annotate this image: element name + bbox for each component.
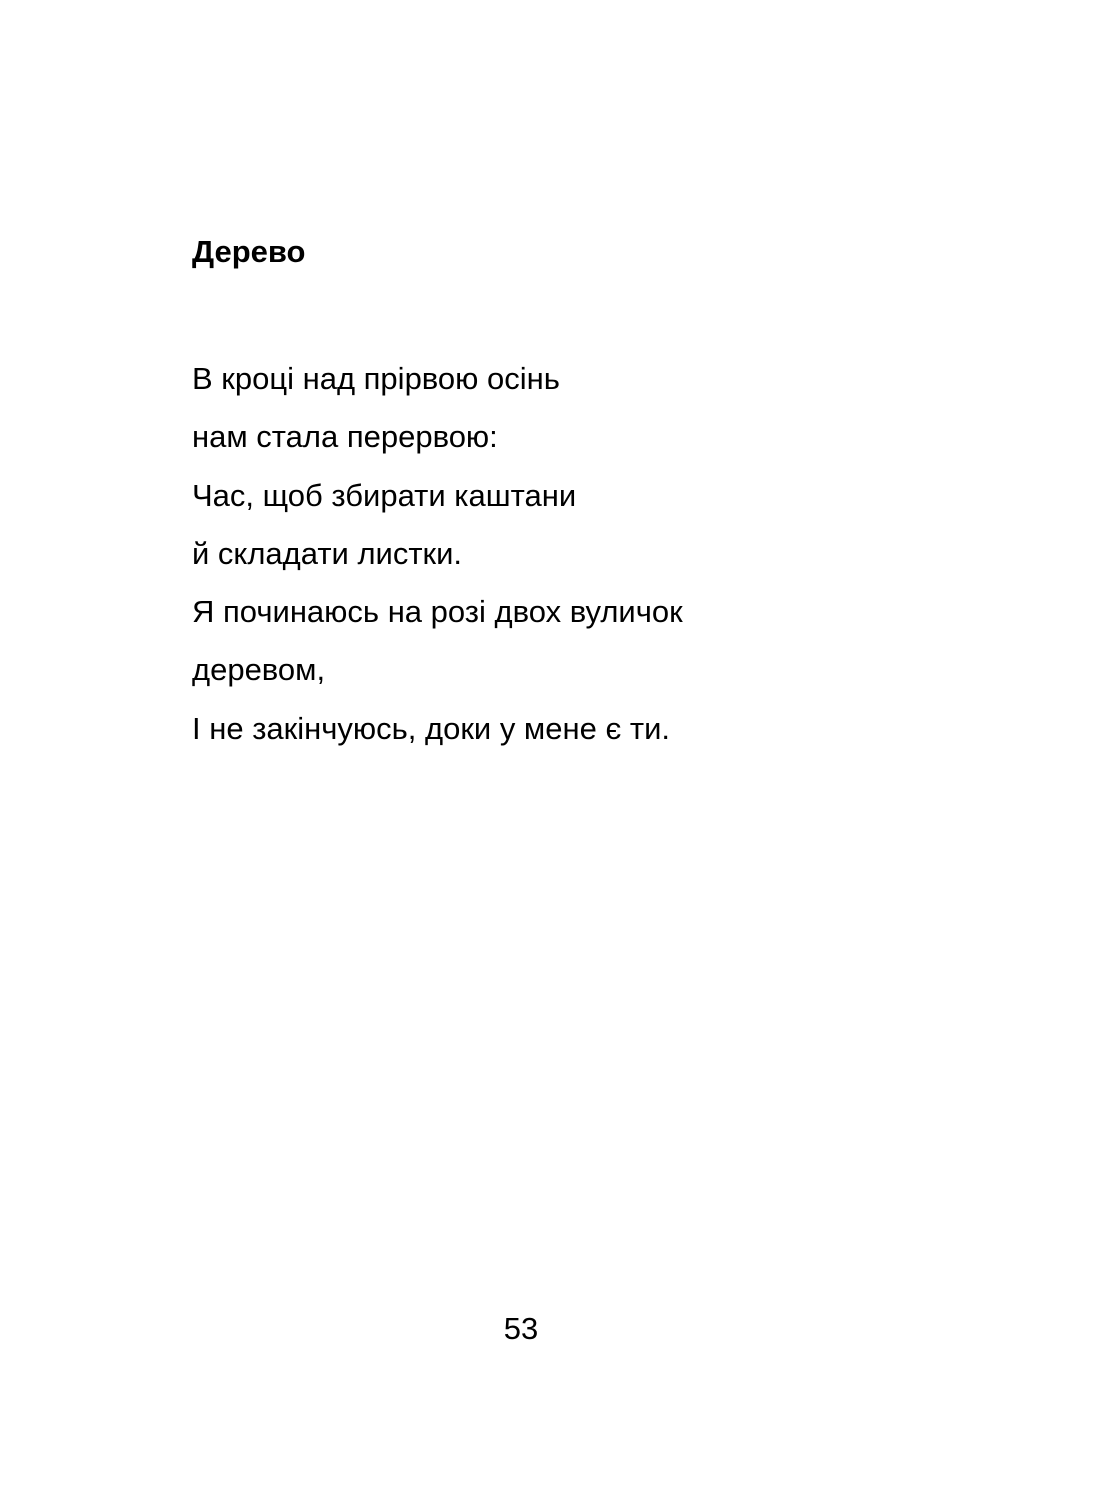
poem-line: й складати листки. <box>192 535 463 571</box>
poem-body <box>192 350 683 758</box>
poem-line: Час, щоб збирати каштани <box>192 477 577 513</box>
poem-title: Дерево <box>192 234 306 269</box>
poem-line: І не закінчуюсь, доки у мене є ти. <box>192 710 671 746</box>
poem-line: В кроці над прірвою осінь <box>192 361 560 396</box>
poem-line: деревом, <box>192 652 326 688</box>
page-number: 53 <box>503 1311 539 1346</box>
poem-line: Я починаюсь на розі двох вуличок <box>192 594 683 630</box>
poem-line: нам стала перервою: <box>192 419 498 455</box>
